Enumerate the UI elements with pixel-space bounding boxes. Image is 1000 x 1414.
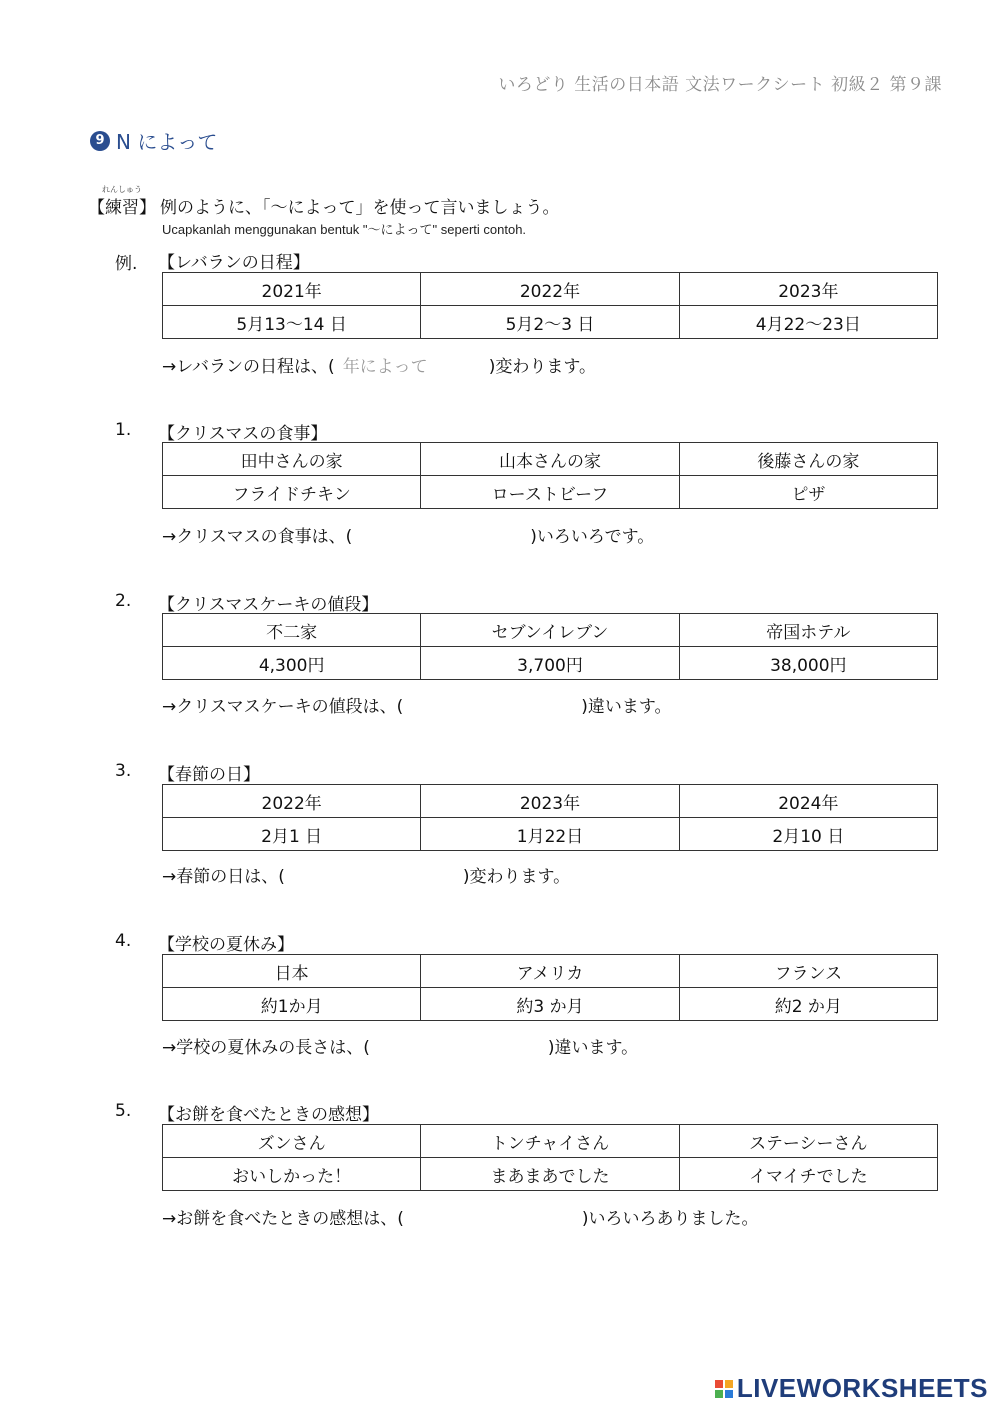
table-cell: 2023年 [421,785,679,818]
table-cell: セブンイレブン [421,614,679,647]
table-row [163,785,938,818]
exercise-5-title: 【お餅を食べたときの感想】 [158,1105,379,1125]
exercise-5-answer-line: →お餅を食べたときの感想は、( )いろいろありました。 [162,1209,759,1229]
exercise-4-number: 4. [115,931,132,951]
example-number: 例. [115,254,138,274]
table-cell: アメリカ [421,955,679,988]
exercise-5-table [162,1124,938,1191]
table-cell: 2月10 日 [679,818,937,851]
table-cell: 4,300円 [163,647,421,680]
practice-label: れんしゅう 【練習】 [88,185,156,218]
practice-translation: Ucapkanlah menggunakan bentuk "～によって" seperti contoh. [162,222,527,237]
exercise-2-table [162,613,938,680]
table-cell: 約2 か月 [679,988,937,1021]
table-cell: ステーシーさん [679,1125,937,1158]
table-cell: 日本 [163,955,421,988]
table-row [163,306,938,339]
table-row [163,647,938,680]
table-cell: おいしかった！ [163,1158,421,1191]
table-cell: フライドチキン [163,476,421,509]
table-cell: 5月2～3 日 [421,306,679,339]
exercise-5-number: 5. [115,1101,132,1121]
logo-text: LIVEWORKSHEETS [736,1373,988,1403]
table-cell: ピザ [679,476,937,509]
table-cell: 2月1 日 [163,818,421,851]
table-cell: 1月22日 [421,818,679,851]
exercise-3-number: 3. [115,761,132,781]
exercise-4-title: 【学校の夏休み】 [158,935,294,955]
table-cell: 2023年 [679,273,937,306]
table-row [163,1125,938,1158]
table-cell: 5月13～14 日 [163,306,421,339]
table-cell: 田中さんの家 [163,443,421,476]
table-cell: 2024年 [679,785,937,818]
exercise-4-table [162,954,938,1021]
section-number-badge: 9 [90,131,110,151]
table-cell: 2021年 [163,273,421,306]
exercise-1-answer-line: →クリスマスの食事は、( )いろいろです。 [162,527,655,547]
exercise-1-table [162,442,938,509]
table-row [163,1158,938,1191]
table-cell: 4月22～23日 [679,306,937,339]
table-row [163,273,938,306]
table-row [163,988,938,1021]
exercise-2-title: 【クリスマスケーキの値段】 [158,595,379,615]
table-row [163,955,938,988]
table-row [163,614,938,647]
table-cell: 2022年 [421,273,679,306]
table-cell: 帝国ホテル [679,614,937,647]
table-cell: 約3 か月 [421,988,679,1021]
liveworksheets-logo[interactable] [715,1373,988,1404]
exercise-2-number: 2. [115,591,132,611]
table-cell: 38,000円 [679,647,937,680]
example-answer-line: →レバランの日程は、( 年によって )変わります。 [162,352,596,377]
table-cell: 約1か月 [163,988,421,1021]
exercise-4-answer-line: →学校の夏休みの長さは、( )違います。 [162,1038,639,1058]
exercise-1-number: 1. [115,420,132,440]
table-cell: 後藤さんの家 [679,443,937,476]
example-table [162,272,938,339]
table-row [163,476,938,509]
example-answer: 年によって [342,357,428,377]
example-title: 【レバランの日程】 [158,253,310,273]
table-cell: イマイチでした [679,1158,937,1191]
section-title-text: N によって [116,130,218,154]
table-cell: 山本さんの家 [421,443,679,476]
table-cell: 3,700円 [421,647,679,680]
table-cell: 不二家 [163,614,421,647]
table-cell: トンチャイさん [421,1125,679,1158]
exercise-3-answer-line: →春節の日は、( )変わります。 [162,867,571,887]
table-cell: ローストビーフ [421,476,679,509]
table-cell: 2022年 [163,785,421,818]
table-cell: フランス [679,955,937,988]
section-title [90,126,217,155]
table-cell: まあまあでした [421,1158,679,1191]
exercise-3-table [162,784,938,851]
table-row [163,818,938,851]
table-row [163,443,938,476]
worksheet-header: いろどり 生活の日本語 文法ワークシート 初級２ 第９課 [498,75,942,95]
table-cell: ズンさん [163,1125,421,1158]
exercise-3-title: 【春節の日】 [158,765,260,785]
exercise-2-answer-line: →クリスマスケーキの値段は、( )違います。 [162,697,672,717]
exercise-1-title: 【クリスマスの食事】 [158,424,328,444]
logo-mark-icon [715,1380,733,1398]
practice-instruction: 例のように、「～によって」を使って言いましょう。 [160,198,560,218]
